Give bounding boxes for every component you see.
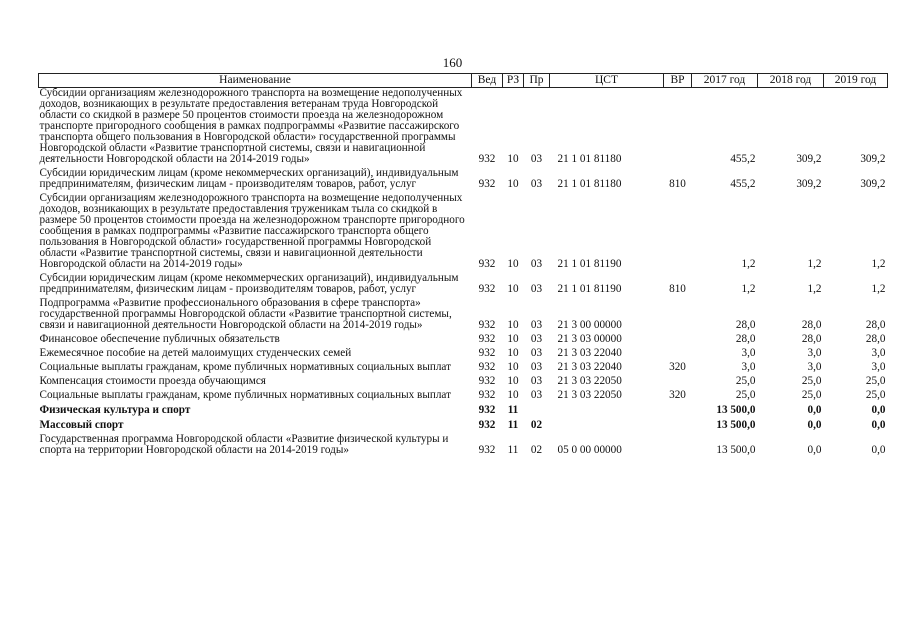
cell-ved: 932 xyxy=(478,389,496,401)
cell-2018: 0,0 xyxy=(807,404,822,416)
cell-ved: 932 xyxy=(478,361,496,373)
cell-cst: 21 3 03 22050 xyxy=(557,389,622,401)
cell-name: Подпрограмма «Развитие профессионального образования в сфере транспорта» государственной программы Новгородской области «Развитие транспортной системы, связи и навигационной деятельности Новгородской области на 2014-2019 годы» xyxy=(39,297,452,331)
table-row xyxy=(39,193,888,273)
cell-name: Субсидии организациям железнодорожного транспорта на возмещение недополученных доходов, возникающих в результате предоставления ветеранам труда Новгородской области со скидкой в размере 50 процентов стоимости проезда на железнодорожном транспорте пригородного сообщения в рамках подпрограммы «Развитие пассажирского транспорта общего пользования в Новгородской области» государственной программы Новгородской области «Развитие транспортной системы, связи и навигационной деятельности Новгородской области на 2014-2019 годы» xyxy=(39,87,463,165)
cell-rz: 11 xyxy=(507,419,519,431)
header-pr: Пр xyxy=(524,74,550,88)
header-cst: ЦСТ xyxy=(550,74,664,88)
cell-name: Субсидии юридическим лицам (кроме некоммерческих организаций), индивидуальным предпринимателям, физическим лицам - производителям товаров, работ, услуг xyxy=(39,167,459,190)
cell-cst: 21 3 00 00000 xyxy=(557,319,622,331)
header-2018: 2018 год xyxy=(758,74,824,88)
cell-2017: 13 500,0 xyxy=(716,419,756,431)
cell-2017: 1,2 xyxy=(741,283,756,295)
cell-vr xyxy=(664,88,692,169)
table-row xyxy=(39,434,888,459)
cell-pr: 03 xyxy=(530,347,543,359)
cell-2017: 455,2 xyxy=(730,153,756,165)
cell-2017: 28,0 xyxy=(735,333,756,345)
cell-cst: 21 3 03 22050 xyxy=(557,375,622,387)
cell-vr: 810 xyxy=(669,178,686,190)
cell-rz: 11 xyxy=(507,404,519,416)
cell-cst xyxy=(550,404,664,419)
cell-name: Социальные выплаты гражданам, кроме публичных нормативных социальных выплат xyxy=(39,389,451,401)
cell-rz: 10 xyxy=(507,319,519,331)
cell-name: Физическая культура и спорт xyxy=(39,404,191,416)
cell-2018: 28,0 xyxy=(801,319,822,331)
cell-2017: 1,2 xyxy=(741,258,756,270)
table-row xyxy=(39,390,888,404)
table-row xyxy=(39,348,888,362)
header-ved: Вед xyxy=(472,74,503,88)
header-row xyxy=(39,74,888,88)
cell-2019: 309,2 xyxy=(860,178,886,190)
cell-2017: 13 500,0 xyxy=(716,444,756,456)
cell-2018: 28,0 xyxy=(801,333,822,345)
cell-pr: 03 xyxy=(530,178,543,190)
cell-vr: 320 xyxy=(669,389,686,401)
cell-vr xyxy=(664,434,692,459)
cell-2019: 309,2 xyxy=(860,153,886,165)
cell-pr xyxy=(524,404,550,419)
cell-2019: 0,0 xyxy=(871,444,886,456)
cell-rz: 10 xyxy=(507,283,519,295)
cell-2018: 25,0 xyxy=(801,389,822,401)
cell-2018: 0,0 xyxy=(807,444,822,456)
cell-rz: 10 xyxy=(507,333,519,345)
cell-pr: 03 xyxy=(530,319,543,331)
cell-pr: 03 xyxy=(530,333,543,345)
cell-2018: 0,0 xyxy=(807,419,822,431)
table-row xyxy=(39,168,888,193)
cell-name: Финансовое обеспечение публичных обязательств xyxy=(39,333,280,345)
table-row xyxy=(39,404,888,419)
cell-ved: 932 xyxy=(478,153,496,165)
cell-rz: 10 xyxy=(507,375,519,387)
table-row xyxy=(39,376,888,390)
cell-2018: 309,2 xyxy=(796,153,822,165)
cell-vr xyxy=(664,193,692,273)
cell-2018: 3,0 xyxy=(807,361,822,373)
table-row xyxy=(39,298,888,334)
table-row xyxy=(39,334,888,348)
cell-ved: 932 xyxy=(478,258,496,270)
budget-table xyxy=(38,73,888,459)
cell-ved: 932 xyxy=(478,419,496,431)
cell-vr xyxy=(664,298,692,334)
page-number: 160 xyxy=(442,55,463,70)
cell-cst: 21 1 01 81180 xyxy=(557,153,622,165)
table-body xyxy=(39,88,888,460)
cell-pr: 03 xyxy=(530,375,543,387)
cell-ved: 932 xyxy=(478,283,496,295)
cell-2019: 3,0 xyxy=(871,361,886,373)
cell-pr: 03 xyxy=(530,361,543,373)
cell-cst: 21 3 03 00000 xyxy=(557,333,622,345)
cell-rz: 10 xyxy=(507,361,519,373)
cell-2017: 3,0 xyxy=(741,347,756,359)
cell-2018: 1,2 xyxy=(807,258,822,270)
cell-2019: 3,0 xyxy=(871,347,886,359)
cell-ved: 932 xyxy=(478,444,496,456)
cell-cst: 21 1 01 81180 xyxy=(557,178,622,190)
cell-vr xyxy=(664,348,692,362)
cell-ved: 932 xyxy=(478,404,496,416)
cell-2019: 1,2 xyxy=(871,283,886,295)
cell-name: Компенсация стоимости проезда обучающимся xyxy=(39,375,266,387)
cell-2019: 0,0 xyxy=(871,419,886,431)
header-name: Наименование xyxy=(39,74,472,88)
header-rz: РЗ xyxy=(503,74,524,88)
cell-name: Субсидии организациям железнодорожного транспорта на возмещение недополученных доходов, возникающих в результате предоставления труженикам тыла со скидкой в размере 50 процентов стоимости проезда на железнодорожном транспорте пригородного сообщения в рамках подпрограммы «Развитие пассажирского транспорта общего пользования в Новгородской области» государственной программы Новгородской области «Развитие транспортной системы, связи и навигационной деятельности Новгородской области на 2014-2019 годы» xyxy=(39,192,465,270)
cell-vr: 810 xyxy=(669,283,686,295)
cell-ved: 932 xyxy=(478,375,496,387)
cell-pr: 03 xyxy=(530,258,543,270)
cell-vr xyxy=(664,376,692,390)
header-2019: 2019 год xyxy=(824,74,888,88)
cell-2017: 28,0 xyxy=(735,319,756,331)
cell-cst: 05 0 00 00000 xyxy=(557,444,622,456)
cell-rz: 10 xyxy=(507,258,519,270)
cell-2019: 28,0 xyxy=(865,319,886,331)
cell-2019: 25,0 xyxy=(865,375,886,387)
cell-2019: 25,0 xyxy=(865,389,886,401)
cell-2018: 1,2 xyxy=(807,283,822,295)
cell-2017: 3,0 xyxy=(741,361,756,373)
cell-vr xyxy=(664,419,692,434)
cell-cst: 21 3 03 22040 xyxy=(557,347,622,359)
cell-2017: 25,0 xyxy=(735,389,756,401)
cell-2018: 3,0 xyxy=(807,347,822,359)
cell-rz: 10 xyxy=(507,153,519,165)
table-row xyxy=(39,419,888,434)
cell-pr: 03 xyxy=(530,389,543,401)
cell-pr: 03 xyxy=(530,283,543,295)
cell-rz: 10 xyxy=(507,178,519,190)
cell-2017: 13 500,0 xyxy=(716,404,756,416)
cell-cst: 21 3 03 22040 xyxy=(557,361,622,373)
cell-ved: 932 xyxy=(478,347,496,359)
header-2017: 2017 год xyxy=(692,74,758,88)
table-row xyxy=(39,88,888,169)
cell-name: Массовый спорт xyxy=(39,419,124,431)
cell-ved: 932 xyxy=(478,333,496,345)
cell-name: Субсидии юридическим лицам (кроме некоммерческих организаций), индивидуальным предпринимателям, физическим лицам - производителям товаров, работ, услуг xyxy=(39,272,459,295)
table-row xyxy=(39,273,888,298)
cell-vr xyxy=(664,404,692,419)
cell-pr: 03 xyxy=(530,153,543,165)
cell-vr: 320 xyxy=(669,361,686,373)
cell-2018: 25,0 xyxy=(801,375,822,387)
cell-2019: 0,0 xyxy=(871,404,886,416)
cell-ved: 932 xyxy=(478,319,496,331)
cell-rz: 10 xyxy=(507,389,519,401)
cell-2019: 1,2 xyxy=(871,258,886,270)
cell-ved: 932 xyxy=(478,178,496,190)
cell-pr: 02 xyxy=(530,419,543,431)
cell-2017: 455,2 xyxy=(730,178,756,190)
cell-cst xyxy=(550,419,664,434)
cell-pr: 02 xyxy=(530,444,543,456)
cell-vr xyxy=(664,334,692,348)
cell-rz: 10 xyxy=(507,347,519,359)
cell-name: Ежемесячное пособие на детей малоимущих студенческих семей xyxy=(39,347,352,359)
cell-rz: 11 xyxy=(507,444,519,456)
cell-cst: 21 1 01 81190 xyxy=(557,258,622,270)
table-row xyxy=(39,362,888,376)
cell-cst: 21 1 01 81190 xyxy=(557,283,622,295)
cell-2017: 25,0 xyxy=(735,375,756,387)
cell-2018: 309,2 xyxy=(796,178,822,190)
cell-name: Государственная программа Новгородской области «Развитие физической культуры и спорта на территории Новгородской области на 2014-2019 годы» xyxy=(39,433,449,456)
cell-2019: 28,0 xyxy=(865,333,886,345)
header-vr: ВР xyxy=(664,74,692,88)
cell-name: Социальные выплаты гражданам, кроме публичных нормативных социальных выплат xyxy=(39,361,451,373)
